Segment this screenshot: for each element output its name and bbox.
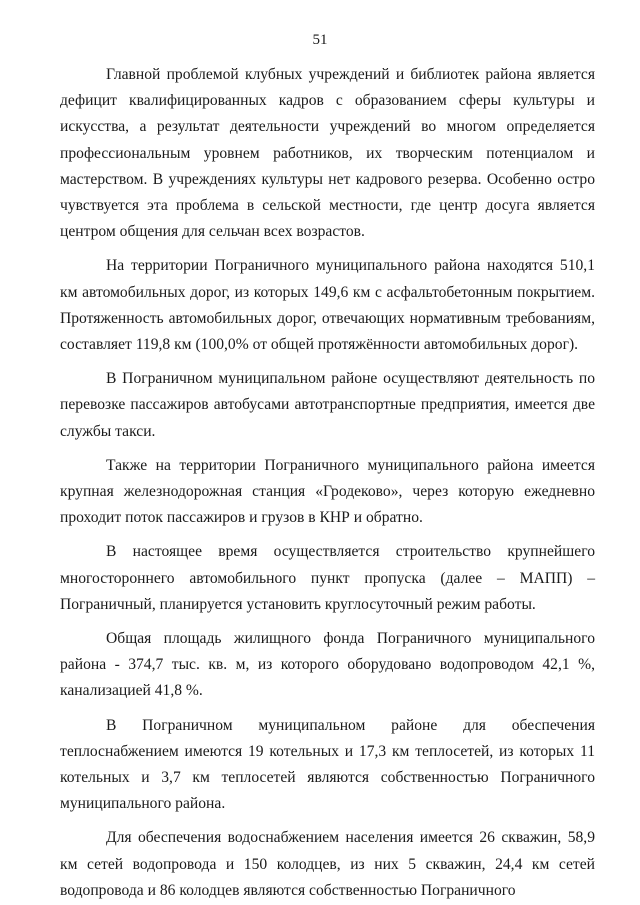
paragraph-railway-station: Также на территории Пограничного муниципального района имеется крупная железнодорожная станция «Гродеково», через которую ежедневно проходит поток пассажиров и грузов в КНР и обратно.: [60, 456, 595, 527]
paragraph-roads: На территории Пограничного муниципального района находятся 510,1 км автомобильных дорог, из которых 149,6 км с асфальтобетонным покрытием. Протяженность автомобильных дорог, отвечающих нормативным требованиям, составляет 119,8 км (100,0% от общей протяжённости автомобильных дорог).: [60, 257, 595, 354]
paragraph-border-crossing: В настоящее время осуществляется строительство крупнейшего многостороннего автомобильного пункт пропуска (далее – МАПП) – Пограничный, планируется установить круглосуточный режим работы.: [60, 543, 595, 613]
paragraph-bus-transport: В Пограничном муниципальном районе осуществляют деятельность по перевозке пассажиров автобусами автотранспортные предприятия, имеется две службы такси.: [60, 370, 595, 440]
page-number: 51: [312, 32, 328, 48]
paragraph-culture-staffing: Главной проблемой клубных учреждений и библиотек района является дефицит квалифицированных кадров с образованием сферы культуры и искусства, а результат деятельности учреждений во многом определяется профессиональным уровнем работников, их творческим потенциалом и мастерством. В учреждениях культуры нет кадрового резерва. Особенно остро чувствуется эта проблема в сельской местности, где центр досуга является центром общения для сельчан всех возрастов.: [60, 66, 595, 241]
paragraph-water-supply: Для обеспечения водоснабжением населения имеется 26 скважин, 58,9 км сетей водопровода и 150 колодцев, из них 5 скважин, 24,4 км сетей водопровода и 86 колодцев являются собственностью Пограничного: [60, 829, 595, 899]
paragraph-heat-supply: В Пограничном муниципальном районе для обеспечения теплоснабжением имеются 19 котельных и 17,3 км теплосетей, из которых 11 котельных и 3,7 км теплосетей являются собственностью Пограничного муниципального района.: [60, 716, 595, 813]
document-body: [60, 62, 595, 904]
paragraph-housing-stock: Общая площадь жилищного фонда Пограничного муниципального района - 374,7 тыс. кв. м, из которого оборудовано водопроводом 42,1 %, канализацией 41,8 %.: [60, 630, 595, 700]
